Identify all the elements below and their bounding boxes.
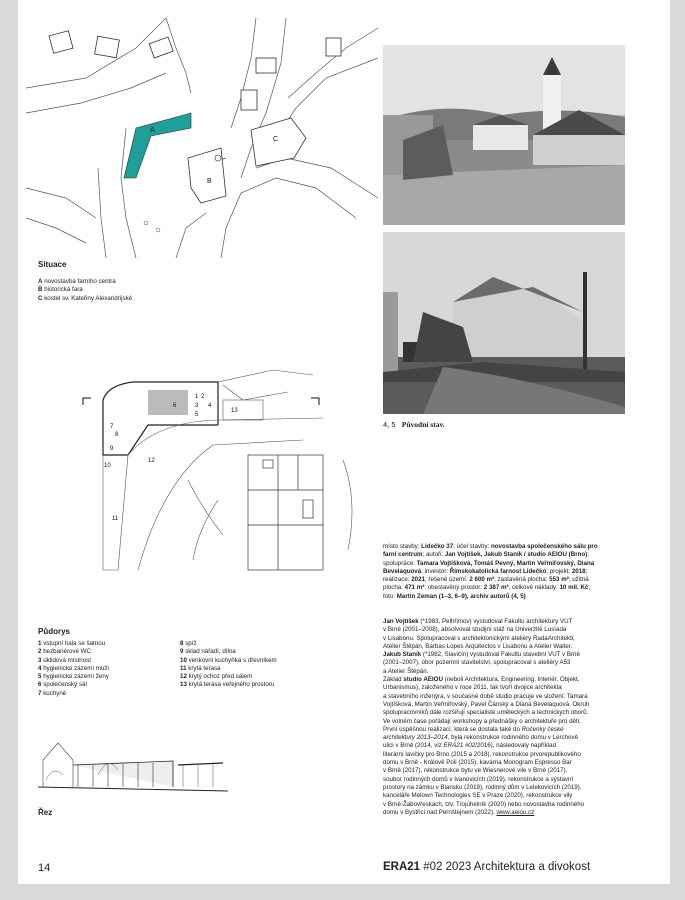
room-item-4: 4 hygienické zázemí muži <box>38 664 109 672</box>
bio-line: ulici v Brně (2014, viz ERA21 #02/2016), následovaly například <box>383 742 557 750</box>
bio-block <box>383 618 635 817</box>
room-item-13: 13 krytá terasa veřejného prostoru <box>180 681 275 689</box>
map-label-c: C <box>273 136 279 143</box>
bio-line: Základ studio AEIOU (neboli Architektura, Engineering, Interiér, Objekt, <box>383 676 580 684</box>
plan-num-10: 10 <box>104 463 111 469</box>
map-label-b: B <box>207 178 212 185</box>
plan-num-11: 11 <box>112 516 119 522</box>
photo-caption-number: 4, 5 <box>383 420 396 429</box>
legend-item-a: A novostavba farního centra <box>38 278 116 285</box>
floor-plan-drawing <box>73 360 363 580</box>
room-item-3: 3 úklidová místnost <box>38 656 91 664</box>
bio-line: Vojtíšková, Martin Veřmiřovský, Pavel Čánský a Diana Bevelaquová. Okruh <box>383 700 590 708</box>
photo-caption-text: Původní stav. <box>401 420 445 429</box>
plan-num-1: 1 <box>195 394 199 400</box>
magazine-footer <box>383 861 590 873</box>
bio-line: architektury 2013–2014, byla rekonstrukce rodinného domu v Lerchově <box>383 734 579 742</box>
plan-num-3: 3 <box>195 403 199 409</box>
plan-legend-left <box>38 640 178 698</box>
room-item-8: 8 spíž <box>180 640 197 647</box>
bio-line: První úspěšnou realizací, která se dostala také do Ročenky české <box>383 725 564 733</box>
bio-line: a stavebního inženýra, v současné době studio pracuje ve složení: Tamara <box>383 692 588 700</box>
plan-num-12: 12 <box>148 458 155 464</box>
magazine-issue: #02 2023 Architektura a divokost <box>423 861 591 873</box>
map-label-a: A <box>150 127 155 134</box>
room-item-1: 1 vstupní hala se šatnou <box>38 640 106 647</box>
bio-line: literární lavičky pro Brno (2015 a 2018), rekonstrukce prvorepublikového <box>383 750 581 758</box>
plan-legend-right <box>180 640 370 690</box>
bio-line: prostory na zámku v Blansku (2019), rodinný dům v Lelekovicích (2019), <box>383 783 582 791</box>
page-number: 14 <box>38 862 51 874</box>
plan-num-6: 6 <box>173 403 177 409</box>
legend-item-b: B historická fara <box>38 286 83 294</box>
plan-num-5: 5 <box>195 412 199 418</box>
plan-num-4: 4 <box>208 403 212 409</box>
photo-original-state-2 <box>383 232 625 414</box>
bio-line: Ve volném čase pořádají workshopy a přednášky o architektuře pro děti. <box>383 717 581 725</box>
room-item-12: 12 krytý ochoz před sálem <box>180 673 253 681</box>
bio-line: spolupracovníků dále rozšiřují specialisté uměleckých a technických oborů. <box>383 709 589 717</box>
bio-line: domu v Brně - Králově Poli (2015), kavárna Monogram Espresso Bar <box>383 759 572 767</box>
plan-num-2: 2 <box>201 394 205 400</box>
bio-line: v Brně (2001–2008), absolvoval studijní stáž na Univerzitě Lusíada <box>383 626 567 634</box>
bio-line: v Lisabonu. Spolupracoval s architektonickými ateliéry RadaArchitekti, <box>383 634 575 642</box>
bio-line: v Brně-Žabovřeskách, tzv. Trojúhelník (2020) nebo novostavba rodinného <box>383 800 585 808</box>
magazine-page <box>18 0 670 884</box>
plan-title: Půdorys <box>38 627 71 636</box>
bio-line: Urbanismus), založeného v roce 2011, tak tvoří dvojice architekta <box>383 684 562 692</box>
plan-num-9: 9 <box>110 446 114 452</box>
bio-line: kanceláře Melown Technologies SE v Praze (2020), rekonstrukce vily <box>383 792 573 800</box>
room-item-9: 9 sklad nářadí, dílna <box>180 648 236 656</box>
room-item-7: 7 kuchyně <box>38 689 67 697</box>
section-drawing <box>38 735 228 800</box>
bio-line: (2001–2007), obor pozemní stavitelství, spolupracoval s ateliéry A53 <box>383 659 571 667</box>
room-item-11: 11 krytá terasa <box>180 664 221 672</box>
bio-line: v Brně (2017), rekonstrukce bytu ve Wiesnerově vile v Brně (2017), <box>383 767 568 775</box>
photo-original-state-1 <box>383 45 625 225</box>
magazine-name: ERA21 <box>383 861 421 873</box>
room-item-2: 2 bezbariérové WC <box>38 648 91 656</box>
bio-line: Jan Vojtíšek (*1983, Pelhřimov) vystudoval Fakultu architektury VUT <box>383 618 573 625</box>
bio-line: soubor rodinných domů v Ivanovicích (2019), rekonstrukce a výstavní <box>383 775 574 783</box>
room-item-6: 6 společenský sál <box>38 681 87 689</box>
plan-num-7: 7 <box>110 424 114 430</box>
legend-item-c: C kostel sv. Kateřiny Alexandrijské <box>38 294 133 302</box>
situation-legend <box>38 278 208 303</box>
section-title: Řez <box>38 808 53 817</box>
site-plan-drawing <box>26 18 378 258</box>
plan-num-13: 13 <box>231 408 238 414</box>
bio-line: domu v Bystřici nad Pernštejnem (2022). www.aeiou.cz <box>383 808 535 816</box>
credits-block: místo stavby: Lidečko 37; účel stavby: novostavba společenského sálu pro farní centrum; autoři: Jan Vojtíšek, Jakub Staník / studio AEIOU (Brno); spolupráce: Tamara Vojtíšková, Tomáš Pevný, Martin Veřmiřovský, Diana Bevelaquová; investor: Římskokatolická farnost Lidečko; projekt: 2018; realizace: 2021; řešené území: 2 600 m²; zastavěná plocha: 553 m²; užitná plocha: 471 m²; obestavěný prostor: 2 387 m³; celkové náklady: 10 mil. Kč; foto: Martin Zeman (1–3, 6–9), archiv autorů (4, 5) <box>383 543 598 600</box>
situation-title: Situace <box>38 260 67 269</box>
plan-num-8: 8 <box>115 432 119 438</box>
bio-line: Atelier Štěpán, Barbas Lopes Arquitectos v Lisabonu a Atelier Walter. <box>383 642 573 650</box>
room-item-5: 5 hygienické zázemí ženy <box>38 673 109 681</box>
room-item-10: 10 venkovní kuchyňka s dřevníkem <box>180 656 277 664</box>
bio-line: Jakub Staník (*1982, Slavičín) vystudoval Fakultu stavební VUT v Brně <box>383 651 580 659</box>
studio-website-link[interactable]: www.aeiou.cz <box>496 808 535 816</box>
photo-caption <box>383 420 445 429</box>
bio-line: a Atelier Štěpán. <box>383 667 429 675</box>
